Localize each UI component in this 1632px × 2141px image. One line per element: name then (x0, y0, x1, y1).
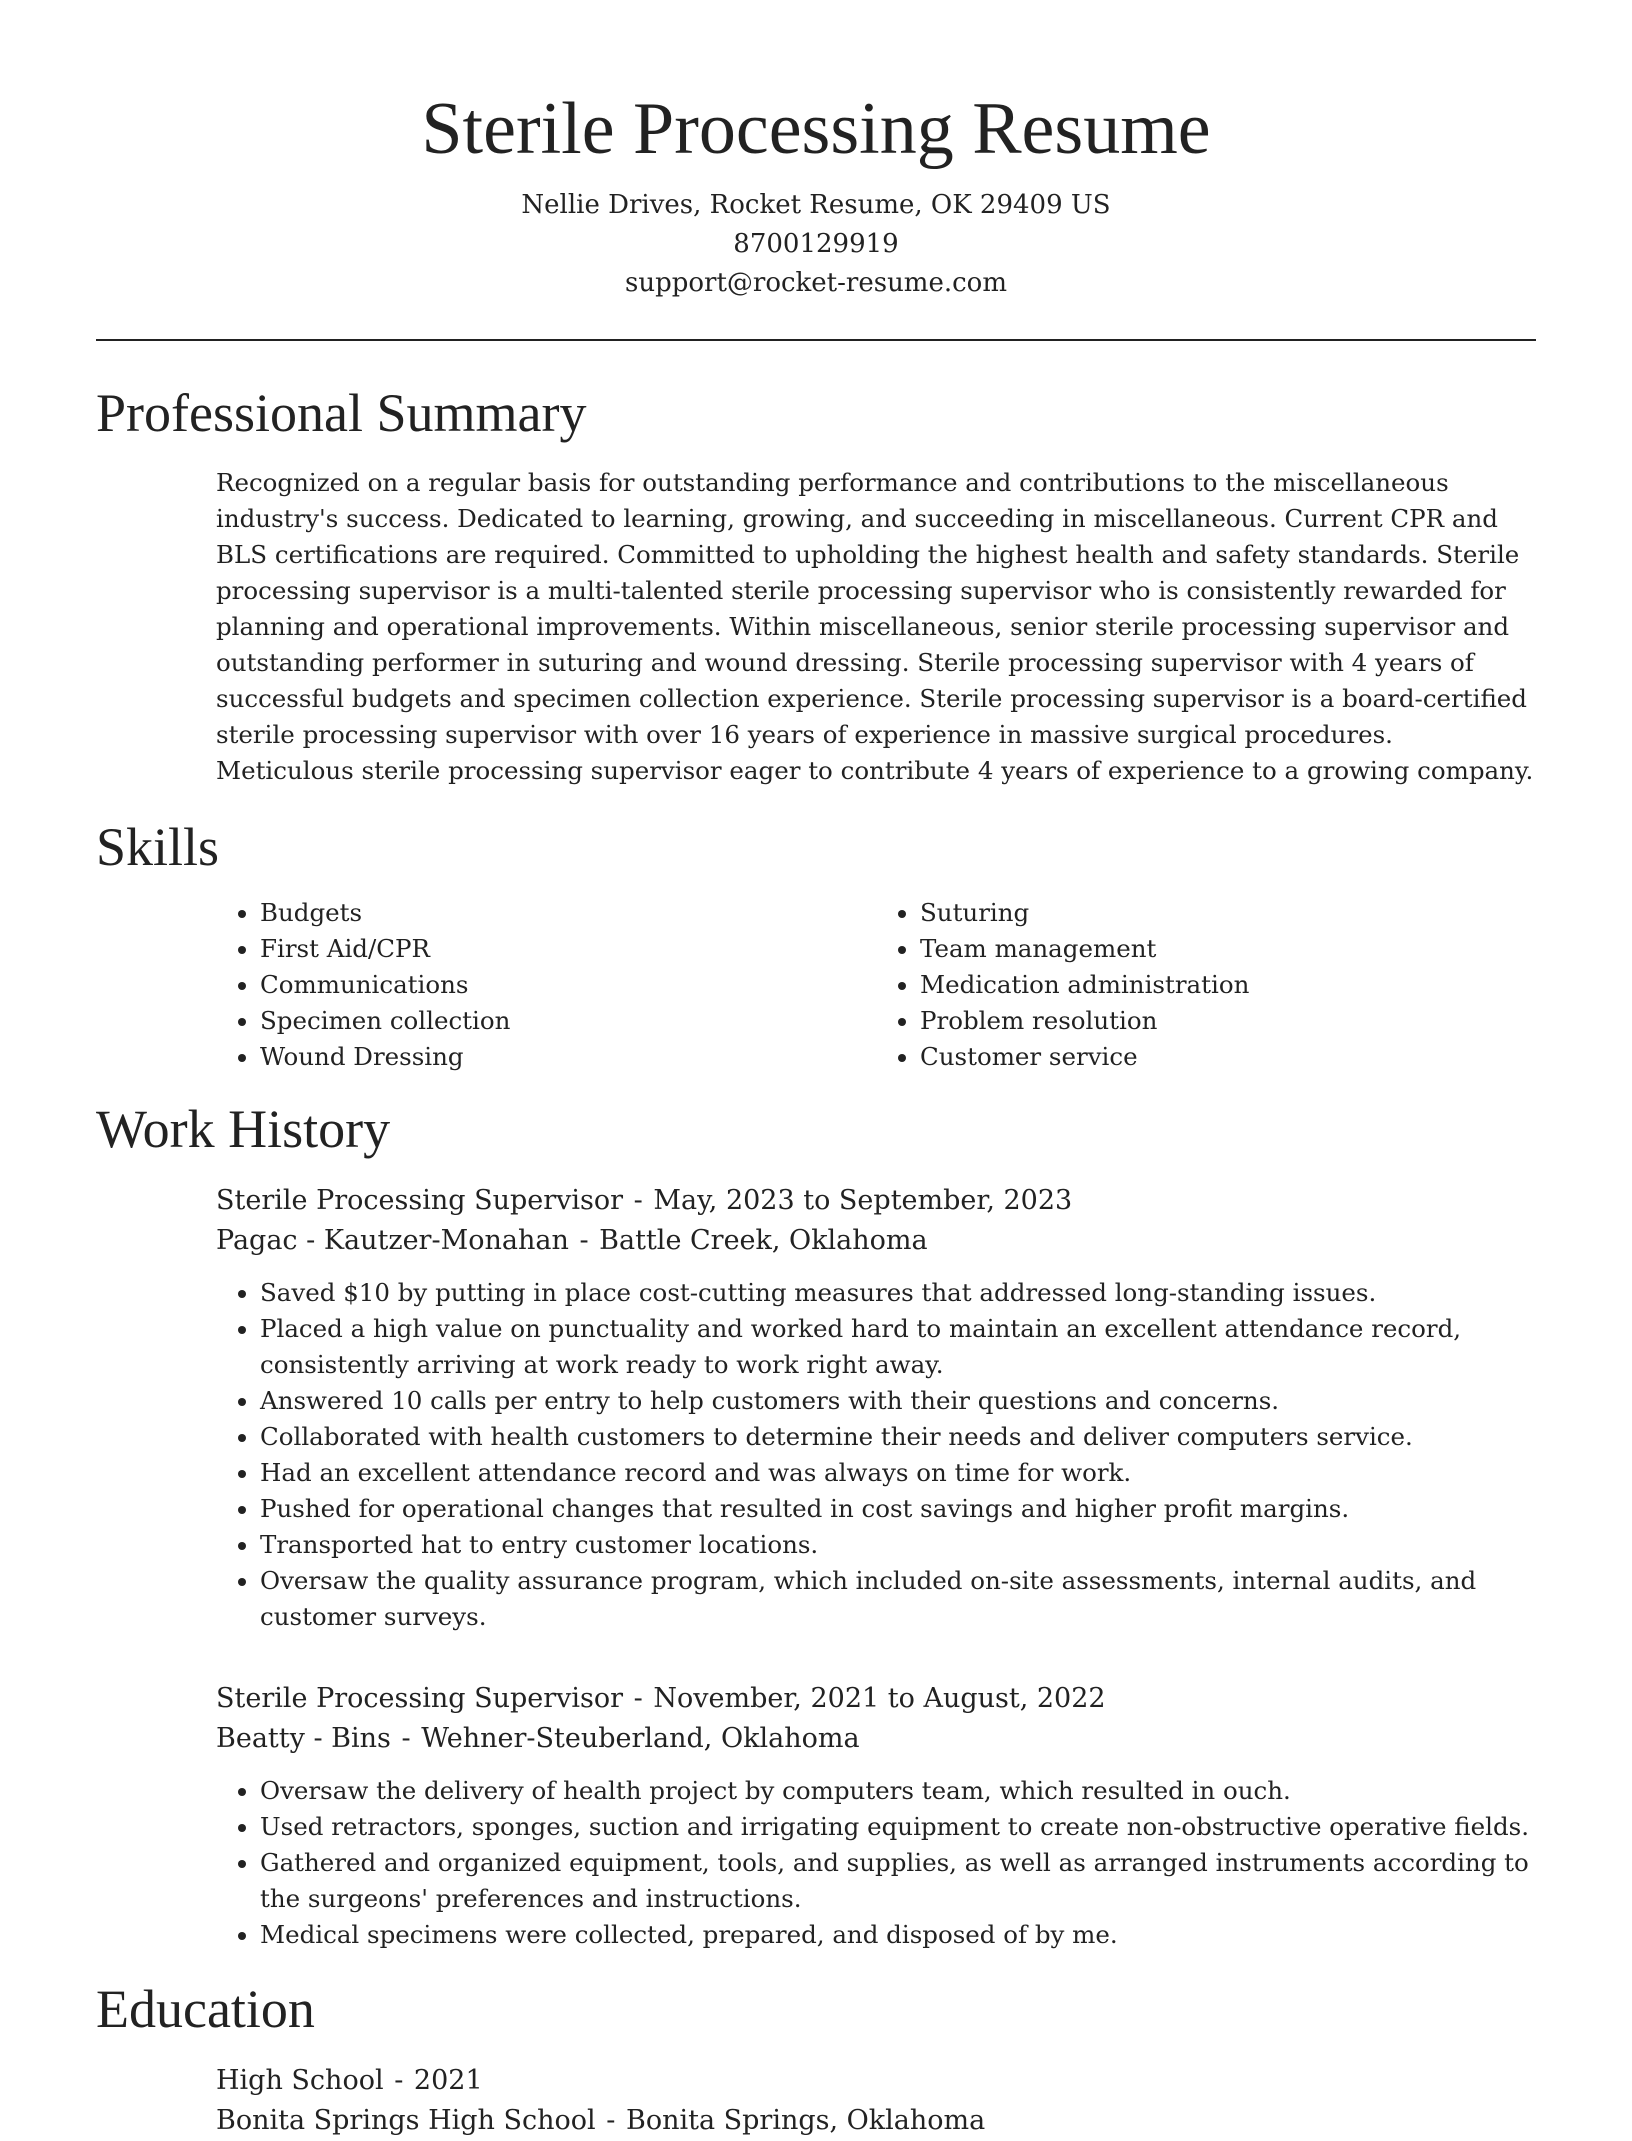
job-location: Battle Creek, Oklahoma (599, 1225, 928, 1256)
skill-item: • Communications (260, 967, 876, 1003)
skill-item: • Problem resolution (920, 1003, 1536, 1039)
separator: - (633, 1683, 643, 1714)
skills-right-column (876, 895, 1536, 1075)
job-entry (216, 1181, 1536, 1635)
contact-block (96, 186, 1536, 303)
work-history-heading: Work History (96, 1099, 391, 1159)
education-school: Bonita Springs High School (216, 2105, 596, 2136)
skills-grid (216, 895, 1536, 1075)
job-bullet: • Transported hat to entry customer locations. (260, 1527, 1536, 1563)
job-bullet: • Placed a high value on punctuality and worked hard to maintain an excellent attendance record, consistently arriving at work ready to work right away. (260, 1311, 1536, 1383)
skill-item: • Customer service (920, 1039, 1536, 1075)
summary-heading: Professional Summary (96, 383, 587, 443)
education-school-line (216, 2101, 1536, 2141)
job-bullet: • Collaborated with health customers to determine their needs and deliver computers service. (260, 1419, 1536, 1455)
job-bullet: • Saved $10 by putting in place cost-cutting measures that addressed long-standing issues. (260, 1275, 1536, 1311)
job-title-line (216, 1679, 1536, 1719)
contact-email: support@rocket-resume.com (624, 268, 1007, 298)
job-employer: Beatty - Bins (216, 1723, 391, 1754)
skill-item: • Budgets (260, 895, 876, 931)
job-bullet: • Gathered and organized equipment, tools, and supplies, as well as arranged instruments according to the surgeons' preferences and instructions. (260, 1845, 1536, 1917)
job-bullet-list (216, 1275, 1536, 1635)
summary-text: Recognized on a regular basis for outstanding performance and contributions to the miscellaneous industry's success. Dedicated to learning, growing, and succeeding in miscellaneous. Current CPR and BLS certifications are required. Committed to upholding the highest health and safety standards. Sterile processing supervisor is a multi-talented sterile processing supervisor who is consistently rewarded for planning and operational improvements. Within miscellaneous, senior sterile processing supervisor and outstanding performer in suturing and wound dressing. Sterile processing supervisor with 4 years of successful budgets and specimen collection experience. Sterile processing supervisor is a board-certified sterile processing supervisor with over 16 years of experience in massive surgical procedures. Meticulous sterile processing supervisor eager to contribute 4 years of experience to a growing company. (216, 468, 1534, 785)
job-bullet: • Had an excellent attendance record and was always on time for work. (260, 1455, 1536, 1491)
separator: - (633, 1185, 643, 1216)
job-title: Sterile Processing Supervisor (216, 1185, 624, 1216)
separator: - (394, 2065, 404, 2096)
job-entry (216, 1679, 1536, 1953)
skill-item: • Medication administration (920, 967, 1536, 1003)
job-bullet: • Medical specimens were collected, prepared, and disposed of by me. (260, 1917, 1536, 1953)
education-entry (216, 2061, 1536, 2141)
job-location: Wehner-Steuberland, Oklahoma (421, 1723, 860, 1754)
skill-item: • Suturing (920, 895, 1536, 931)
separator: - (401, 1723, 411, 1754)
resume-title: Sterile Processing Resume (421, 88, 1211, 170)
job-employer: Pagac - Kautzer-Monahan (216, 1225, 569, 1256)
skill-item: • Team management (920, 931, 1536, 967)
education-year: 2021 (413, 2065, 483, 2096)
education-degree: High School (216, 2065, 384, 2096)
skill-item: • First Aid/CPR (260, 931, 876, 967)
header-divider (96, 339, 1536, 341)
resume-page (96, 0, 1536, 2141)
education-section (96, 1979, 1536, 2141)
skills-heading: Skills (96, 817, 220, 877)
job-title-line (216, 1181, 1536, 1221)
job-title: Sterile Processing Supervisor (216, 1683, 624, 1714)
job-bullet-list (216, 1773, 1536, 1953)
separator: - (579, 1225, 589, 1256)
work-history-section (96, 1099, 1536, 1953)
job-bullet: • Oversaw the delivery of health project by computers team, which resulted in ouch. (260, 1773, 1536, 1809)
job-employer-line (216, 1719, 1536, 1759)
skills-section (96, 817, 1536, 1075)
summary-section (96, 383, 1536, 789)
job-dates: November, 2021 to August, 2022 (653, 1683, 1106, 1714)
education-degree-line (216, 2061, 1536, 2101)
contact-address: Nellie Drives, Rocket Resume, OK 29409 US (521, 190, 1111, 220)
skills-left-column (216, 895, 876, 1075)
education-location: Bonita Springs, Oklahoma (626, 2105, 986, 2136)
job-dates: May, 2023 to September, 2023 (653, 1185, 1073, 1216)
resume-header (96, 0, 1536, 303)
job-bullet: • Answered 10 calls per entry to help customers with their questions and concerns. (260, 1383, 1536, 1419)
skill-item: • Specimen collection (260, 1003, 876, 1039)
contact-phone: 8700129919 (733, 229, 899, 259)
job-bullet: • Pushed for operational changes that resulted in cost savings and higher profit margins. (260, 1491, 1536, 1527)
job-bullet: • Used retractors, sponges, suction and irrigating equipment to create non-obstructive operative fields. (260, 1809, 1536, 1845)
job-employer-line (216, 1221, 1536, 1261)
separator: - (606, 2105, 616, 2136)
education-heading: Education (96, 1979, 315, 2039)
job-bullet: • Oversaw the quality assurance program, which included on-site assessments, internal audits, and customer surveys. (260, 1563, 1536, 1635)
skill-item: • Wound Dressing (260, 1039, 876, 1075)
